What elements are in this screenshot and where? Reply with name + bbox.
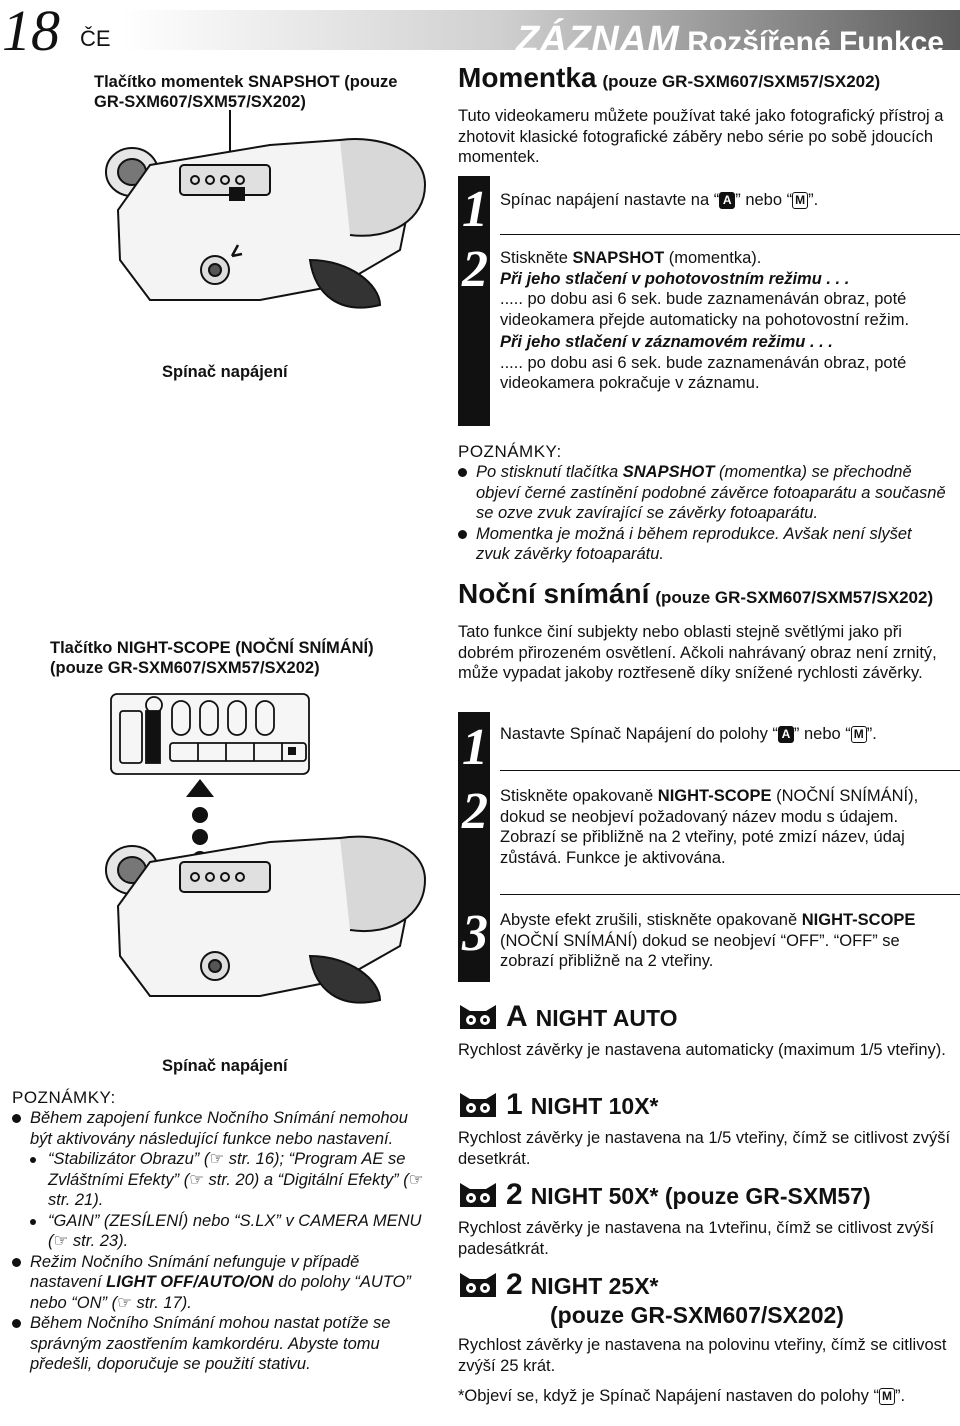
power-switch-label-2: Spínač napájení — [162, 1057, 288, 1075]
snapshot-standby-heading: Při jeho stlačení v pohotovostním režimu . . . — [500, 269, 850, 288]
snapshot-step-1-c: ”. — [808, 191, 819, 209]
header-bar — [120, 10, 960, 61]
night-mode-symbol: 2 — [506, 1268, 523, 1301]
night-step-1-a: Nastavte Spínač Napájení do polohy “ — [500, 725, 778, 743]
night-step-2-b: NIGHT-SCOPE — [657, 787, 772, 805]
night-mode-desc: Rychlost závěrky je nastavena na 1/5 vteřiny, čímž se citlivost zvýší desetkrát. — [458, 1129, 951, 1168]
step-divider — [500, 770, 960, 771]
night-step-3 — [500, 910, 955, 972]
snapshot-title-note: (pouze GR-SXM607/SXM57/SX202) — [602, 72, 881, 91]
snapshot-note-item — [458, 524, 948, 565]
night-title-note: (pouze GR-SXM607/SXM57/SX202) — [655, 588, 934, 607]
snapshot-title — [458, 62, 880, 94]
snapshot-notes-heading: POZNÁMKY: — [458, 442, 562, 461]
night-step-2-d: Zobrazí se přibližně na 2 vteřiny, poté zmizí název, údaj zůstává. Funkce je aktivována. — [500, 828, 905, 867]
snapshot-step-1-b: ” nebo “ — [735, 191, 793, 209]
night-footnote — [458, 1386, 948, 1407]
left-note-subitem — [30, 1211, 432, 1252]
snapshot-note-item — [458, 462, 948, 524]
control-panel-illustration — [110, 693, 310, 775]
night-step-2-a: Stiskněte opakovaně — [500, 787, 654, 805]
snapshot-step-1 — [500, 190, 950, 211]
header-title — [516, 19, 944, 62]
section-title: ZÁZNAM — [515, 19, 680, 61]
night-step-3-c: (NOČNÍ SNÍMÁNÍ) dokud se neobjeví “OFF”. “OFF” se zobrazí přibližně na 2 vteřiny. — [500, 931, 900, 970]
snapshot-button-caption: Tlačítko momentek SNAPSHOT (pouze GR-SXM607/SXM57/SX202) — [94, 73, 398, 111]
left-notes — [12, 1088, 432, 1375]
night-mode-heading — [458, 1088, 953, 1122]
snapshot-step-2-c: (momentka). — [668, 249, 762, 267]
night-mode-heading — [458, 1000, 953, 1034]
manual-mode-key: M — [792, 192, 808, 209]
nightscope-button-caption: Tlačítko NIGHT-SCOPE (NOČNÍ SNÍMÁNÍ) (pouze GR-SXM607/SXM57/SX202) — [50, 639, 374, 677]
owl-icon — [458, 1269, 498, 1299]
left-note-2a: Režim Nočního Snímání nefunguje v případě nastavení — [30, 1252, 360, 1291]
snapshot-note-1a: Po stisknutí tlačítka — [476, 463, 619, 481]
step-divider — [500, 894, 960, 895]
manual-mode-key: M — [851, 726, 867, 743]
language-label: ČE — [80, 26, 111, 51]
night-mode-symbol: A — [506, 1000, 528, 1033]
night-mode-desc: Rychlost závěrky je nastavena na polovinu vteřiny, čímž se citlivost zvýší 25 krát. — [458, 1336, 947, 1375]
snapshot-step-2-b: SNAPSHOT — [572, 249, 665, 267]
owl-icon — [458, 1179, 498, 1209]
snapshot-step-1-num: 1 — [462, 181, 488, 238]
snapshot-step-bar — [458, 176, 490, 426]
left-notes-heading: POZNÁMKY: — [12, 1088, 116, 1107]
left-note-2b: LIGHT OFF/AUTO/ON — [106, 1273, 274, 1291]
snapshot-step-2 — [500, 248, 955, 394]
snapshot-step-2-num: 2 — [462, 241, 488, 298]
step-divider — [500, 234, 960, 235]
snapshot-step-2-a: Stiskněte — [500, 249, 568, 267]
night-step-2-c: (NOČNÍ SNÍMÁNÍ), dokud se neobjeví požadovaný název modu s údajem. — [500, 787, 919, 826]
snapshot-note-1b: SNAPSHOT — [622, 463, 715, 481]
night-mode-heading — [458, 1268, 953, 1302]
night-mode-name: NIGHT 50X* (pouze GR-SXM57) — [530, 1183, 871, 1209]
snapshot-title-text: Momentka — [458, 62, 597, 93]
night-mode-desc: Rychlost závěrky je nastavena automaticky (maximum 1/5 vteřiny). — [458, 1041, 946, 1059]
left-note-item — [12, 1252, 432, 1314]
left-note-2c: do polohy “AUTO” nebo “ON” (☞ str. 17). — [30, 1273, 411, 1312]
left-note-subitem — [30, 1149, 432, 1211]
night-footnote-a: *Objeví se, když je Spínač Napájení nastaven do polohy “ — [458, 1387, 879, 1405]
left-note-sub-1-text: “Stabilizátor Obrazu” (☞ str. 16); “Program AE se Zvláštními Efekty” (☞ str. 20) a “Digitální Efekty” (☞ str. 21). — [48, 1150, 424, 1209]
camcorder-illustration-bottom — [90, 800, 440, 1030]
night-title — [458, 578, 933, 610]
snapshot-notes — [458, 442, 948, 565]
night-step-3-b: NIGHT-SCOPE — [801, 911, 916, 929]
snapshot-standby-text: ..... po dobu asi 6 sek. bude zaznamenáván obraz, poté videokamera přejde automaticky na pohotovostní režim. — [500, 290, 910, 329]
snapshot-record-text: ..... po dobu asi 6 sek. bude zaznamenáván obraz, poté videokamera pokračuje v záznamu. — [500, 353, 907, 392]
night-mode-item — [458, 1268, 953, 1386]
night-mode-name: NIGHT AUTO — [535, 1005, 678, 1031]
snapshot-note-2: Momentka je možná i během reprodukce. Avšak není slyšet zvuk závěrky fotoaparátu. — [476, 524, 912, 563]
night-mode-item — [458, 1000, 953, 1088]
camcorder-illustration-top — [90, 110, 440, 350]
snapshot-note-1c: (momentka) se přechodně objeví černé zastínění podobné závěrce fotoaparátu a současně se ozve zvuk zavírající se závěrky fotoaparátu. — [476, 463, 946, 522]
night-mode-symbol: 1 — [506, 1088, 523, 1121]
night-step-2 — [500, 786, 940, 868]
night-mode-item — [458, 1178, 953, 1268]
night-mode-desc: Rychlost závěrky je nastavena na 1vteřinu, čímž se citlivost zvýší padesátkrát. — [458, 1219, 934, 1258]
night-footnote-b: ”. — [895, 1387, 906, 1405]
night-title-text: Noční snímání — [458, 578, 650, 609]
manual-mode-key: M — [879, 1388, 895, 1405]
night-mode-name: NIGHT 10X* — [530, 1093, 659, 1119]
night-intro: Tato funkce činí subjekty nebo oblasti stejně světlými jako při dobrém přirozeném osvětlení. Ačkoli nahrávaný obraz není zrnitý, může vypadat jakoby roztřeseně díky snížené rychlosti závěrky. — [458, 623, 937, 682]
auto-mode-key: A — [719, 192, 735, 209]
night-step-1-b: ” nebo “ — [793, 725, 851, 743]
power-switch-label-1: Spínač napájení — [162, 363, 288, 381]
night-mode-heading — [458, 1178, 953, 1212]
night-mode-item — [458, 1088, 953, 1178]
night-mode-name-line2: (pouze GR-SXM607/SX202) — [550, 1302, 844, 1328]
night-mode-name: NIGHT 25X* — [530, 1273, 659, 1299]
left-note-sub-2-text: “GAIN” (ZESÍLENÍ) nebo “S.LX” v CAMERA MENU (☞ str. 23). — [48, 1211, 422, 1250]
night-step-1-num: 1 — [462, 719, 488, 776]
night-step-1-c: ”. — [866, 725, 877, 743]
left-note-item — [12, 1108, 432, 1149]
left-note-item — [12, 1313, 432, 1375]
night-step-3-a: Abyste efekt zrušili, stiskněte opakovaně — [500, 911, 798, 929]
snapshot-record-heading: Při jeho stlačení v záznamovém režimu . . . — [500, 333, 833, 351]
snapshot-intro: Tuto videokameru můžete používat také jako fotografický přístroj a zhotovit klasické fotografické záběry nebo série po sobě jdoucích momentek. — [458, 107, 944, 166]
night-step-1 — [500, 724, 955, 745]
left-note-3-text: Během Nočního Snímání mohou nastat potíže se správným zaostřením kamkordéru. Abyste tomu předešli, doporučuje se použití stativu. — [30, 1314, 391, 1373]
night-step-3-num: 3 — [462, 905, 488, 962]
night-mode-symbol: 2 — [506, 1178, 523, 1211]
auto-mode-key: A — [778, 726, 794, 743]
section-subtitle: Rozšířené Funkce — [687, 26, 944, 59]
night-modes-list — [458, 1000, 953, 1407]
night-step-2-num: 2 — [462, 783, 488, 840]
night-step-bar — [458, 712, 490, 982]
snapshot-step-1-a: Spínac napájení nastavte na “ — [500, 191, 720, 209]
owl-icon — [458, 1089, 498, 1119]
left-note-1-text: Během zapojení funkce Nočního Snímání nemohou být aktivovány následující funkce nebo nastavení. — [30, 1109, 408, 1148]
page-number: 18 — [2, 0, 60, 63]
owl-icon — [458, 1001, 498, 1031]
